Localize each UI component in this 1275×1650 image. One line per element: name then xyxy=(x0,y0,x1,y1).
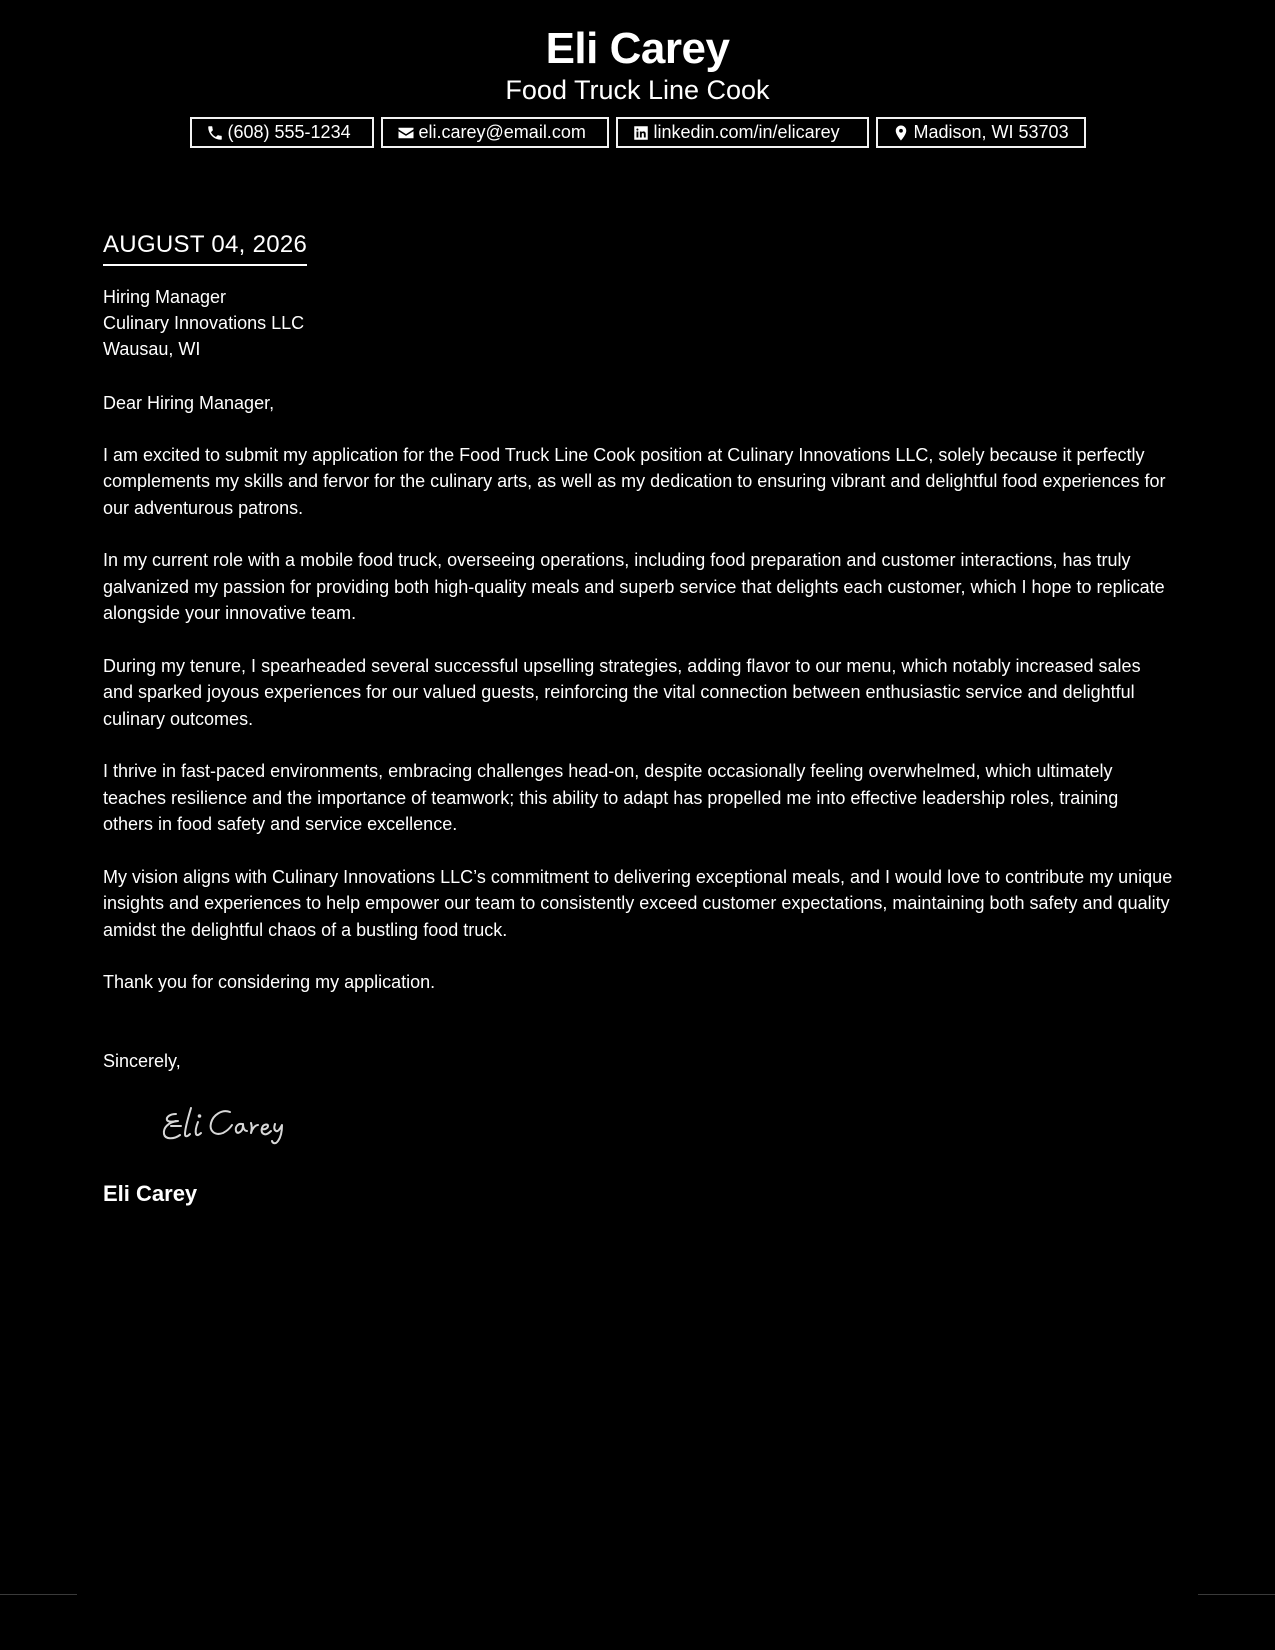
contact-location[interactable] xyxy=(876,117,1086,148)
sign-off: Sincerely, xyxy=(103,1050,181,1071)
contact-linkedin[interactable] xyxy=(616,117,869,148)
recipient-block xyxy=(103,284,1173,362)
contact-phone-text: (608) 555-1234 xyxy=(227,122,351,142)
signed-name: Eli Carey xyxy=(103,1181,198,1206)
contact-phone[interactable] xyxy=(190,117,374,148)
body-paragraph: I am excited to submit my application for the Food Truck Line Cook position at Culinary Innovations LLC, solely because it perfectly complements my skills and fervor for the culinary arts, as well as my dedication to ensuring vibrant and delightful food experiences for our adventurous patrons. xyxy=(103,444,1166,518)
contact-email-text: eli.carey@email.com xyxy=(418,122,586,142)
footer-divider-right xyxy=(1198,1594,1275,1595)
map-marker-icon xyxy=(892,124,910,142)
linkedin-icon xyxy=(632,124,650,142)
footer-divider-left xyxy=(0,1594,77,1595)
letter-header xyxy=(0,22,1275,148)
body-paragraph: I thrive in fast-paced environments, embracing challenges head-on, despite occasionally feeling overwhelmed, which ultimately teaches resilience and the importance of teamwork; this ability to adapt has propelled me into effective leadership roles, training others in food safety and service excellence. xyxy=(103,761,1119,834)
applicant-name: Eli Carey xyxy=(545,24,730,73)
handwritten-signature xyxy=(158,1102,318,1152)
body-paragraph: In my current role with a mobile food truck, overseeing operations, including food preparation and customer interactions, has truly galvanized my passion for providing both high-quality meals and superb service that delights each customer, which I hope to replicate alongside your innovative team. xyxy=(103,550,1165,623)
job-title: Food Truck Line Cook xyxy=(505,75,770,105)
contact-email[interactable] xyxy=(381,117,609,148)
contact-linkedin-text: linkedin.com/in/elicarey xyxy=(653,122,840,142)
body-paragraph: During my tenure, I spearheaded several successful upselling strategies, adding flavor to our menu, which notably increased sales and sparked joyous experiences for our valued guests, reinforcing the vital connection between enthusiastic service and delightful culinary outcomes. xyxy=(103,655,1141,729)
recipient-company: Culinary Innovations LLC xyxy=(103,313,305,333)
phone-icon xyxy=(206,124,224,142)
contact-location-text: Madison, WI 53703 xyxy=(913,122,1069,142)
recipient-title: Hiring Manager xyxy=(103,287,227,307)
envelope-icon xyxy=(397,124,415,142)
contact-bar xyxy=(0,117,1275,148)
letter-date: AUGUST 04, 2026 xyxy=(103,228,307,266)
closing-line: Thank you for considering my application. xyxy=(103,972,436,992)
body-paragraph: My vision aligns with Culinary Innovations LLC’s commitment to delivering exceptional meals, and I would love to contribute my unique insights and experiences to help empower our team to consistently exceed customer expectations, maintaining both safety and quality amidst the delightful chaos of a bustling food truck. xyxy=(103,866,1173,940)
salutation: Dear Hiring Manager, xyxy=(103,393,275,413)
recipient-location: Wausau, WI xyxy=(103,339,201,359)
letter-body xyxy=(103,228,1173,1208)
